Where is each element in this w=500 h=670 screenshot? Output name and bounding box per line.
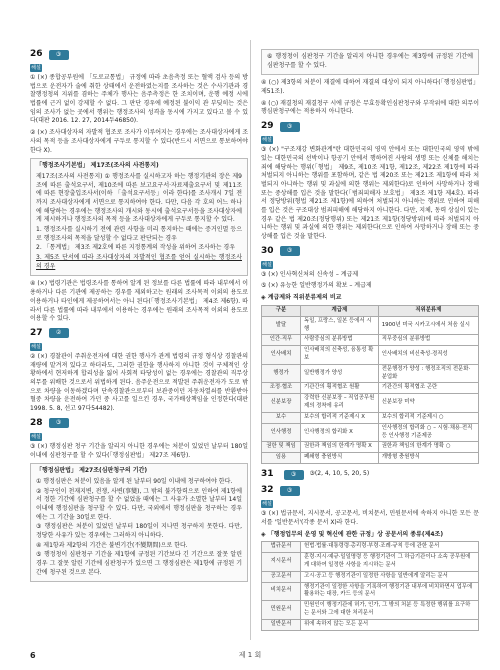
table-row bbox=[262, 383, 479, 394]
law-reference-item: ④ 제1항과 제2항의 기간은 불변기간(不變期間)으로 한다. bbox=[36, 541, 188, 549]
table-key-cell: 신분보장 bbox=[262, 394, 301, 413]
law-reference-item: ① 행정심판은 처분이 있음을 알게 된 날부터 90일 이내에 청구하여야 한다. bbox=[36, 477, 233, 485]
table-cell: 행정기관이 일정한 사항을 기록하여 행정기관 내부에 비치하면서 업무에 활용하는 대장, 카드 등의 문서 bbox=[301, 582, 479, 601]
table-cell: 보수의 합리적 기준제시 ○ bbox=[378, 412, 478, 423]
answer-badge: ③ bbox=[280, 246, 300, 256]
table-key-cell: 공고문서 bbox=[262, 571, 301, 582]
table-key-cell: 일반문서 bbox=[262, 619, 301, 630]
table-cell: 전문행정가 양성 : 행정조직의 전문화·분업화 bbox=[378, 364, 478, 383]
table-row bbox=[262, 364, 479, 383]
explanation-tag: 해설 bbox=[31, 433, 41, 440]
table-key-cell: 법규문서 bbox=[262, 542, 301, 553]
left-column bbox=[30, 46, 248, 586]
question-30-header bbox=[261, 245, 479, 258]
table-cell: 위에 속하지 않는 모든 문서 bbox=[301, 619, 479, 630]
table-row bbox=[262, 442, 479, 453]
law-reference-continued bbox=[261, 49, 479, 75]
answer-badge: ② bbox=[49, 328, 69, 338]
table-cell: 개방형 충원방식 bbox=[378, 453, 478, 464]
explanation-tag: 해설 bbox=[262, 261, 272, 268]
table-key-cell: 비치문서 bbox=[262, 582, 301, 601]
law-reference-text: 제17조(조사의 사전통지) ① 행정조사를 실시하고자 하는 행정기관의 장은 제9조에 따른 출석요구서, 제10조에 따른 보고요구서·자료제출요구서 및 제11조에 따른 현장출입조사서(이하 「출석요구서등」이라 한다)를 조사개시 7일 전까지 조사대상자에게 서면으로 통지하여야 한다. 다만, 다음 각 호의 어느 하나에 해당하는 경우에는 행정조사의 개시와 동시에 출석요구서등을 조사대상자에게 제시하거나 행정조사의 목적 등을 조사대상자에게 구두로 통지할 수 있다. bbox=[36, 172, 242, 224]
table-cell: 권한과 책임의 한계가 명확 ○ bbox=[378, 442, 478, 453]
exam-round-label: 제 1 회 bbox=[238, 651, 262, 659]
table-cell: 인사배치의 비신축성·경직성 bbox=[378, 346, 478, 365]
table-row bbox=[262, 582, 479, 601]
table-title: ◈ 「행정업무의 운영 및 혁신에 관한 규정」상 공문서의 종류(제4조) bbox=[261, 530, 444, 538]
question-28-header bbox=[30, 417, 248, 430]
table-row bbox=[262, 571, 479, 582]
table-cell: 헌법·법률·대통령령·총리령·부령·조례·규칙 등에 관한 문서 bbox=[301, 542, 479, 553]
question-29-header bbox=[261, 120, 479, 133]
explanation-paragraph: ④ (×) 법령기관은 법령조사를 통하여 알게 된 정보를 다른 법률에 따라 내부에서 이용하거나 다른 기관에 제공하는 경우를 제외하고는 원래의 조사목적 이외의 용도로 이용하거나 타인에게 제공하여서는 아니 된다(「행정조사기본법」 제4조 제6항). 따라서 다른 법률에 따라 내부에서 이용하는 경우에는 원래의 조사목적 이외의 용도로 이용할 수 있다. bbox=[30, 280, 248, 323]
table-cell: 일반행정가 양성 bbox=[301, 364, 379, 383]
question-number: 31 bbox=[261, 469, 274, 480]
table-key-cell: 지시문서 bbox=[262, 553, 301, 572]
explanation-paragraph: ⑤ (×) 유능한 일반행정가의 확보 – 계급제 bbox=[261, 282, 372, 290]
law-reference-item: ⑤ 행정청이 심판청구 기간을 제1항에 규정된 기간보다 긴 기간으로 잘못 알린 경우 그 잘못 알린 기간에 심판청구가 있으면 그 행정심판은 제1항에 규정된 기간에 청구된 것으로 본다. bbox=[36, 551, 242, 576]
explanation-tag: 해설 bbox=[31, 343, 41, 350]
table-cell: 인사행정의 합리화 X bbox=[301, 423, 379, 442]
table-row bbox=[262, 335, 479, 346]
table-title: ◈ 계급제와 직위분류제의 비교 bbox=[261, 294, 342, 302]
table-key-cell: 조정·협조 bbox=[262, 383, 301, 394]
law-reference-title: 「행정조사기본법」 제17조(조사의 사전통지) bbox=[36, 162, 159, 170]
law-reference-box bbox=[30, 463, 248, 582]
explanation-paragraph: ② (×) 조사대상자의 자발적 협조로 조사가 이루어지는 경우에는 조사대상자에게 조사의 목적 등을 조사대상자에게 구두로 통지할 수 있다(반드시 서면으로 통보하여야 한다 X). bbox=[30, 129, 248, 154]
law-reference-box bbox=[30, 158, 248, 276]
explanation-paragraph: ③ (×) 인사혁신처의 신속성 – 계급제 bbox=[261, 270, 359, 278]
law-reference-title: 「행정심판법」 제27조(심판청구의 기간) bbox=[36, 467, 148, 475]
table-row bbox=[262, 619, 479, 630]
table-cell: 강력한 신분보장 – 직업공무원제의 정착에 유리 bbox=[301, 394, 379, 413]
question-27-header bbox=[30, 327, 248, 340]
question-number: 27 bbox=[30, 327, 43, 338]
table-header-cell: 직위분류제 bbox=[378, 305, 478, 316]
table-key-cell: 민원문서 bbox=[262, 601, 301, 620]
table-cell: 신분보장 미약 bbox=[378, 394, 478, 413]
law-reference-item: 1. 행정조사를 실시하기 전에 관련 사항을 미리 통지하는 때에는 증거인멸 등으로 행정조사의 목적을 달성할 수 없다고 판단되는 경우 bbox=[36, 226, 242, 242]
law-reference-item: ⑥ 행정청이 심판청구 기간을 알리지 아니한 경우에는 제3항에 규정된 기간에 심판청구를 할 수 있다. bbox=[267, 53, 473, 69]
law-reference-item: 3. 제5조 단서에 따라 조사대상자의 자발적인 협조를 얻어 실시하는 행정조사의 경우 bbox=[36, 254, 242, 270]
answer-detail: ③(2, 4, 10, 5, 20, 5) bbox=[309, 470, 370, 478]
explanation-paragraph: ③ (×) 행정심판 청구 기간을 알리지 아니한 경우에는 처분이 있었던 날부터 180일 이내에 심판청구를 할 수 있다(「행정심판법」 제27조 제6항). bbox=[30, 442, 248, 459]
table-header-cell: 구분 bbox=[262, 305, 301, 316]
explanation-tag: 해설 bbox=[262, 501, 272, 508]
table-row bbox=[262, 553, 479, 572]
explanation-paragraph: ③ (×) "구조재강 변화관계"란 대한민국의 영역 안에서 또는 대한민국의 영역 밖에 있는 대한민국의 선박이나 항공기 안에서 행하여진 사람의 생명 또는 신체를 해치는 죄에 해당하는 행위(「형법」 제9조, 제10조 제1항, 제12조, 제22조 제1항에 따라 처벌되지 아니하는 행위를 포함하며, 같은 법 제20조 또는 제21조 제1항에 따라 처벌되지 아니하는 행위 및 과실에 의한 행위는 제외한다)로 인하여 사망하거나 장해 또는 중상해를 입은 것을 말한다(「범죄피해자 보호법」 제3조 제1항 제4호). 따라서 정당방위(형법 제21조 제1항)에 의하여 처벌되지 아니하는 행위로 인하여 피해를 입은 것은 구조대상 범죄피해에 해당하지 아니한다. 다만, 지체, 동력 상실이 있는 경우 같은 법 제20조(정당행위) 또는 제21조 제1항(정당방위)에 따라 처벌되지 아니하는 행위 및 과실에 의한 행위는 제외한다(으로 인하여 사망하거나 장해 또는 중상해를 입은 것을 말한다. bbox=[261, 146, 479, 241]
table-cell: 권한과 책임의 한계가 명확 X bbox=[301, 442, 379, 453]
explanation-paragraph: ③ (×) 법규문서, 지시문서, 공고문서, 비치문서, 민원문서에 속하지 아니한 모든 문서를 '일반문서'(각종 문서 X)라 한다. bbox=[261, 510, 479, 526]
table-cell: 보수의 합리적 기준제시 X bbox=[301, 412, 379, 423]
table-cell: 인사배치의 신축성, 융통성 확보 bbox=[301, 346, 379, 365]
table-row bbox=[262, 601, 479, 620]
explanation-paragraph: ② (×) 경찰관이 주취운전자에 대한 권한 행사가 관계 법령의 규정 형식상 경찰관의 재량에 맡겨져 있다고 하더라도, 그러한 권한을 행사하지 아니한 것이 구체적인 상황하에서 현저하게 합리성을 잃어 사회적 타당성이 없는 경우에는 경찰관의 직무상 의무를 위배한 것으로서 위법하게 된다. 음주운전으로 적발된 주취운전자가 도로 밖으로 차량을 이동하겠다며 단속경찰관으로부터 보관중이던 자동차열쇠를 반환받아 혈중 차량을 운전하여 가던 중 사고를 일으킨 경우, 국가배상책임을 인정한다(대판 1998. 5. 8, 선고 97다54482). bbox=[30, 352, 248, 413]
table-row bbox=[262, 394, 479, 413]
table-cell: 사람중심의 분류방법 bbox=[301, 335, 379, 346]
table-key-cell: 행정가 bbox=[262, 364, 301, 383]
question-32-header bbox=[261, 484, 479, 497]
comparison-table bbox=[261, 305, 479, 464]
right-column bbox=[261, 46, 479, 635]
table-cell: 1900년 미국 시카고시에서 처음 실시 bbox=[378, 316, 478, 335]
table-cell: 폐쇄형 충원방식 bbox=[301, 453, 379, 464]
question-26-header bbox=[30, 48, 248, 61]
law-reference-item: 2. 「통계법」 제3조 제2호에 따른 지정통계의 작성을 위하여 조사하는 경우 bbox=[36, 244, 236, 252]
table-cell: 민원인이 행정기관에 허가, 인가, 그 밖의 처분 등 특정한 행위를 요구하는 문서와 그에 대한 처리문서 bbox=[301, 601, 479, 620]
table-cell: 기관간의 횡적협조 곤란 bbox=[378, 383, 478, 394]
question-number: 26 bbox=[30, 49, 43, 59]
table-key-cell: 발달 bbox=[262, 316, 301, 335]
table-row bbox=[262, 412, 479, 423]
table-key-cell: 인사배치 bbox=[262, 346, 301, 365]
table-key-cell: 보수 bbox=[262, 412, 301, 423]
explanation-tag: 해설 bbox=[262, 137, 272, 144]
answer-badge: ③ bbox=[280, 486, 300, 496]
table-cell: 인사행정의 합리화 ○ – 시험·채용·전직 등 인사행정 기준제공 bbox=[378, 423, 478, 442]
table-row bbox=[262, 423, 479, 442]
table-row bbox=[262, 542, 479, 553]
question-number: 28 bbox=[30, 417, 43, 428]
table-cell: 독일, 프랑스, 일본 등에서 시행 bbox=[301, 316, 379, 335]
question-number: 29 bbox=[261, 121, 274, 132]
answer-badge: ③ bbox=[284, 470, 304, 480]
table-row bbox=[262, 316, 479, 335]
question-number: 32 bbox=[261, 485, 274, 496]
question-31-header bbox=[261, 468, 479, 481]
table-key-cell: 임용 bbox=[262, 453, 301, 464]
law-reference-item: ② 청구인이 천재지변, 전쟁, 사변(事變), 그 밖의 불가항력으로 인하여 제1항에서 정한 기간에 심판청구를 할 수 없었을 때에는 그 사유가 소멸한 날부터 14일 이내에 행정심판을 청구할 수 있다. 다만, 국외에서 행정심판을 청구하는 경우에는 그 기간을 30일로 한다. bbox=[36, 487, 242, 521]
answer-badge: ③ bbox=[49, 50, 69, 60]
explanation-paragraph: ① (×) 종합공부원에 「도로교통법」 규정에 따라 초음측정 또는 혈액 검사 등의 방법으로 운전자가 술에 취한 상태에서 운전하였는지를 조사하는 것은 수사기관과 경찰행정청의 지위를 겸하는 주체가 행사는 음주측정은 한 조치이며, 운행 예정 시에 법률에 근거 없이 강제할 수 없다. 그 판단 경우에 예정된 불이익 관 부딪히는 것은 임의 조사가 없는 곳에서 행위는 행정조사의 성격을 동시에 가지고 있다고 볼 수 있다(대판 2016. 12. 27, 2014두46850). bbox=[30, 74, 248, 125]
law-reference-item: ③ 행정심판은 처분이 있었던 날부터 180일이 지나면 청구하지 못한다. 다만, 정당한 사유가 있는 경우에는 그러하지 아니하다. bbox=[36, 523, 242, 540]
table-key-cell: 인간·직무 bbox=[262, 335, 301, 346]
table-header-cell: 계급제 bbox=[301, 305, 379, 316]
table-cell: 고시·공고 등 행정기관이 일정한 사항을 일반에게 알리는 문서 bbox=[301, 571, 479, 582]
table-key-cell: 인사행정 bbox=[262, 423, 301, 442]
explanation-tag: 해설 bbox=[31, 65, 41, 72]
table-row bbox=[262, 346, 479, 365]
table-row bbox=[262, 453, 479, 464]
page-number: 6 bbox=[30, 651, 36, 660]
explanation-paragraph: ④ (○) 재결청의 재결청구 시에 규정은 무효등확인심판청구와 부작위에 대한 의무이행심판청구에는 적용하지 아니한다. bbox=[261, 99, 479, 116]
explanation-paragraph: ④ (○) 제3항의 처분이 재결에 대하여 재결의 대상이 되지 아니하다(「행정심판법」 제51조). bbox=[261, 79, 479, 96]
document-types-table bbox=[261, 541, 479, 630]
column-divider bbox=[250, 40, 251, 640]
table-cell: 기관간의 횡적협조 원활 bbox=[301, 383, 379, 394]
table-cell: 직무중심의 분류방법 bbox=[378, 335, 478, 346]
question-number: 30 bbox=[261, 245, 274, 256]
answer-badge: ③ bbox=[49, 418, 69, 428]
answer-badge: ③ bbox=[280, 122, 300, 132]
table-header-row bbox=[262, 305, 479, 316]
table-key-cell: 권한 및 책임 bbox=[262, 442, 301, 453]
table-cell: 훈령·지시·예규·일일명령 등 행정기관이 그 하급기관이나 소속 공무원에게 대하여 일정한 사항을 지시하는 문서 bbox=[301, 553, 479, 572]
